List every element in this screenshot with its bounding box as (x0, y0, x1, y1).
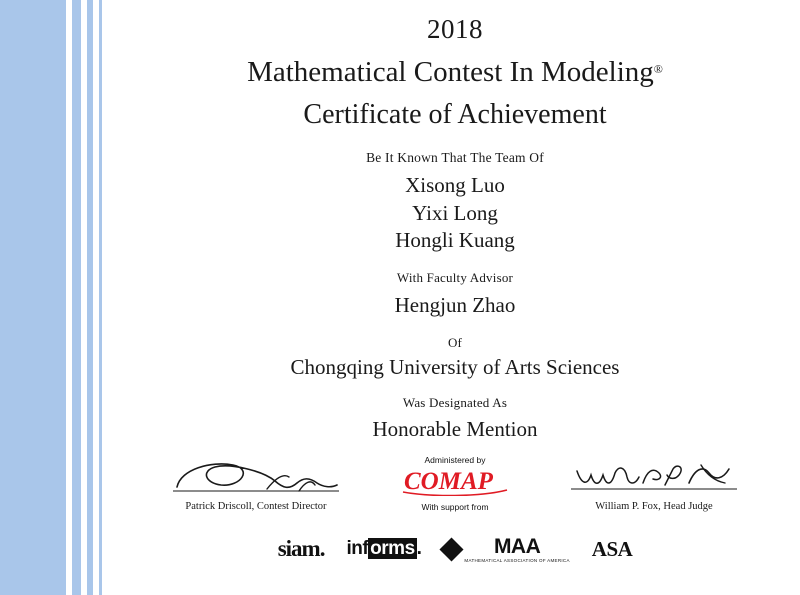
contest-year: 2018 (427, 14, 483, 44)
head-judge-caption: William P. Fox, Head Judge (595, 501, 713, 512)
advisor-label: With Faculty Advisor (396, 270, 514, 286)
team-member-1: Xisong Luo (405, 173, 505, 197)
contest-director-signature-area (156, 457, 356, 512)
maa-logo (443, 535, 569, 564)
maa-logo-text: MAA (493, 535, 541, 558)
asa-logo: ASA (591, 536, 633, 561)
certificate-content (110, 0, 800, 595)
of-label: Of (447, 334, 463, 350)
contest-director-caption: Patrick Driscoll, Contest Director (185, 501, 327, 512)
signature-block (110, 455, 800, 512)
comap-logo-icon (400, 466, 510, 496)
stripe-narrow (87, 0, 93, 595)
stripe-medium (72, 0, 81, 595)
informs-logo-box: orms (370, 538, 415, 560)
decorative-stripes (0, 0, 110, 595)
with-support-from-label: With support from (421, 502, 489, 512)
administered-by-label: Administered by (424, 455, 486, 465)
head-judge-signature-area (554, 457, 754, 512)
certificate-heading: Certificate of Achievement (303, 99, 607, 130)
svg-text:COMAP: COMAP (404, 468, 493, 495)
maa-logo-subtext: MATHEMATICAL ASSOCIATION OF AMERICA (464, 558, 570, 563)
signature-william-fox-icon (569, 457, 739, 499)
team-member-2: Yixi Long (412, 200, 498, 225)
maa-diamond-icon (440, 537, 464, 561)
informs-logo-suffix: . (416, 538, 422, 560)
siam-logo: siam. (277, 536, 325, 562)
sponsor-logos (110, 535, 800, 564)
designation-label: Was Designated As (402, 394, 508, 410)
team-member-3: Hongli Kuang (395, 228, 515, 253)
comap-logo-block (390, 455, 520, 512)
team-label: Be It Known That The Team Of (366, 150, 544, 165)
stripe-wide (0, 0, 66, 595)
signature-patrick-driscoll-icon (171, 457, 341, 499)
registered-mark: ® (653, 62, 663, 76)
advisor-name: Hengjun Zhao (394, 293, 516, 318)
informs-logo (346, 538, 421, 560)
institution-name: Chongqing University of Arts Sciences (290, 354, 620, 379)
award-name: Honorable Mention (372, 416, 538, 441)
contest-title-text: Mathematical Contest In Modeling (247, 56, 654, 88)
contest-title (110, 56, 800, 89)
informs-logo-prefix: inf (346, 538, 369, 560)
stripe-thin (99, 0, 102, 595)
